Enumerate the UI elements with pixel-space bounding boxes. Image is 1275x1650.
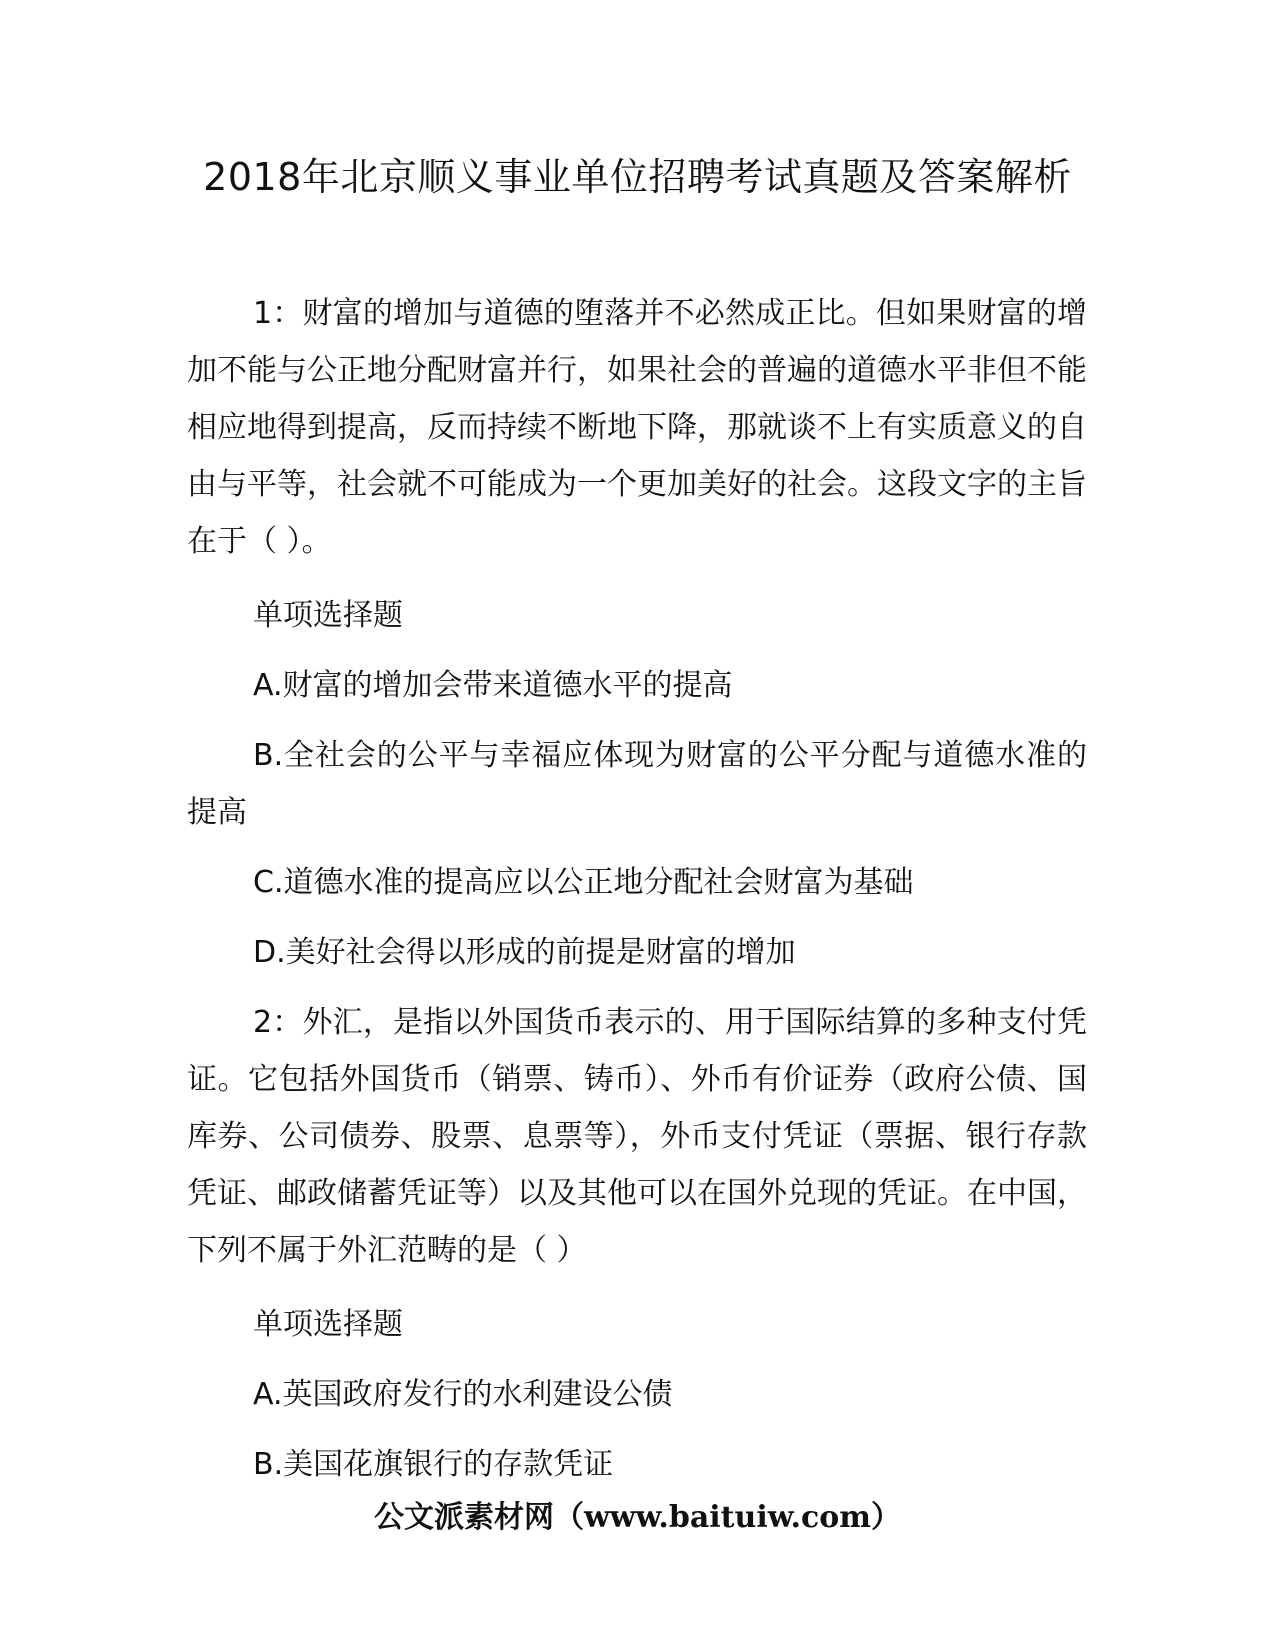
question-1-option-d: D.美好社会得以形成的前提是财富的增加	[253, 935, 796, 970]
question-1-stem: 1：财富的增加与道德的堕落并不必然成正比。但如果财富的增加不能与公正地分配财富并行，如果社会的普遍的道德水平非但不能相应地得到提高，反而持续不断地下降，那就谈不上有实质意义的自由与平等，社会就不可能成为一个更加美好的社会。这段文字的主旨在于（ ）。	[187, 296, 1087, 559]
question-2-option-b: B.美国花旗银行的存款凭证	[253, 1447, 614, 1482]
question-1-option-c: C.道德水准的提高应以公正地分配社会财富为基础	[253, 865, 914, 900]
question-2-option-a: A.英国政府发行的水利建设公债	[253, 1377, 673, 1412]
question-2-type: 单项选择题	[253, 1307, 403, 1342]
question-1-option-b: B.全社会的公平与幸福应体现为财富的公平分配与道德水准的提高	[187, 738, 1087, 830]
question-2-stem: 2：外汇，是指以外国货币表示的、用于国际结算的多种支付凭证。它包括外国货币（销票、铸币）、外币有价证券（政府公债、国库券、公司债券、股票、息票等），外币支付凭证（票据、银行存款凭证、邮政储蓄凭证等）以及其他可以在国外兑现的凭证。在中国，下列不属于外汇范畴的是（ ）	[187, 1005, 1087, 1268]
question-1-option-a: A.财富的增加会带来道德水平的提高	[253, 668, 733, 703]
page-footer-watermark: 公文派素材网（www.baituiw.com）	[373, 1500, 902, 1535]
document-body	[187, 285, 1087, 1506]
question-1-type: 单项选择题	[253, 598, 403, 633]
document-title: 2018年北京顺义事业单位招聘考试真题及答案解析	[203, 155, 1072, 199]
